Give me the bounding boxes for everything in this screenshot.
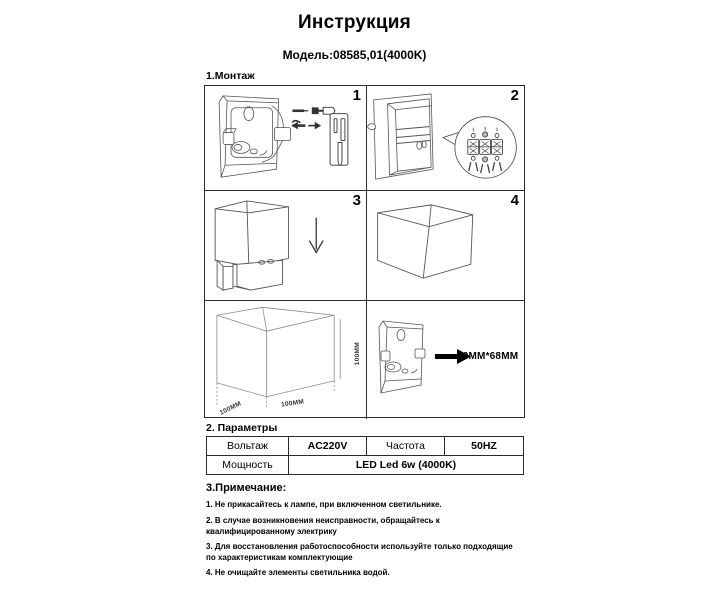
section-heading-notes: 3.Примечание: [206,482,287,494]
step-number-2: 2 [510,87,519,104]
param-value-voltage: AC220V [289,437,367,456]
step-cell-4 [367,191,524,301]
parameters-table [206,436,524,475]
installation-steps-grid [204,85,525,418]
note-item: 4. Не очищайте элементы светильника водой. [206,568,390,577]
dimension-label-plate: 80MM*68MM [457,351,519,362]
step-cell-1 [205,86,367,191]
param-label-power: Мощность [207,456,289,475]
param-value-power: LED Led 6w (4000K) [289,456,524,475]
cube-cover-install-icon [205,191,366,300]
param-label-voltage: Вольтаж [207,437,289,456]
param-label-frequency: Частота [367,437,445,456]
terminal-block-callout-icon [367,86,524,190]
screw-and-anchor-icons [205,86,366,190]
table-row [207,456,524,475]
dimensions-plate-cell [367,301,524,419]
dimension-label-depth: 100MM [218,400,243,417]
param-value-frequency: 50HZ [445,437,524,456]
step-cell-2 [367,86,524,191]
note-item: 2. В случае возникновения неисправности, обращайтесь к квалифицированному электрику [206,516,440,536]
page-title: Инструкция [298,12,411,33]
dimension-label-width: 100MM [280,398,305,409]
step-number-1: 1 [352,87,361,104]
step-number-3: 3 [352,192,361,209]
dimensions-cube-cell [205,301,367,419]
section-heading-montage: 1.Монтаж [206,70,255,82]
note-item: 3. Для восстановления работоспособности используйте только подходящие по характеристикам комплектующие [206,542,513,562]
dimension-label-height: 100MM [354,342,361,366]
model-number: Модель:08585,01(4000K) [282,48,427,62]
section-heading-params: 2. Параметры [206,422,278,434]
step-cell-3 [205,191,367,301]
note-item: 1. Не прикасайтесь к лампе, при включенном светильнике. [206,500,442,509]
table-row [207,437,524,456]
step-number-4: 4 [510,192,519,209]
assembled-cube-icon [367,191,524,300]
